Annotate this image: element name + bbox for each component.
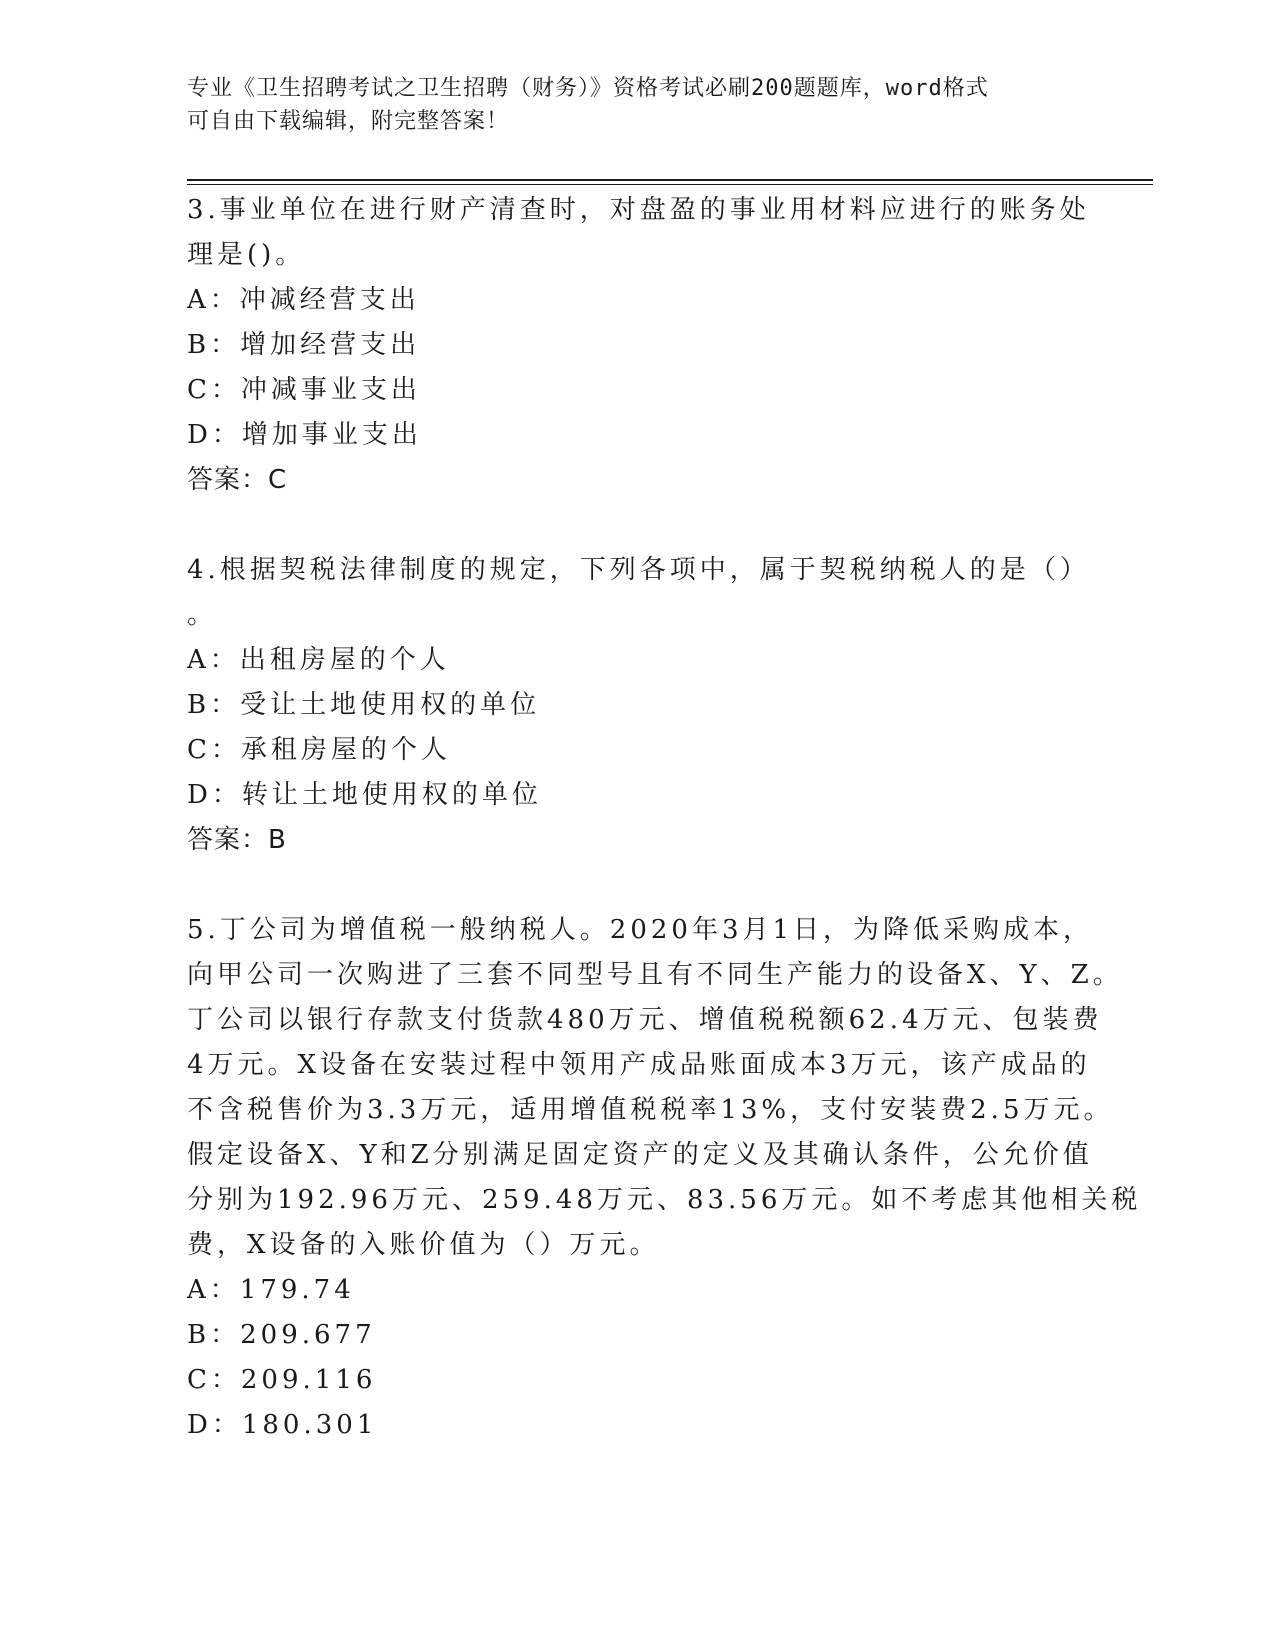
question-3-text-line-1: 3.事业单位在进行财产清查时，对盘盈的事业用材料应进行的账务处 [187,195,1090,225]
question-3 [187,188,1090,503]
question-3-answer: 答案：C [187,465,288,495]
question-5-text-line-3: 丁公司以银行存款支付货款480万元、增值税税额62.4万元、包装费 [187,1005,1103,1035]
question-3-option-b: B：增加经营支出 [187,330,421,360]
question-5-text-line-6: 假定设备X、Y和Z分别满足固定资产的定义及其确认条件，公允价值 [187,1140,1093,1170]
question-4-text-line-2: 。 [187,600,218,630]
question-5-option-c: C：209.116 [187,1365,377,1395]
question-4 [187,548,1090,863]
question-4-option-d: D：转让土地使用权的单位 [187,780,542,810]
question-3-option-d: D：增加事业支出 [187,420,422,450]
question-3-text-line-2: 理是()。 [187,240,306,270]
question-5-option-b: B：209.677 [187,1320,376,1350]
question-5-option-a: A：179.74 [187,1275,355,1305]
question-list [187,188,1142,1448]
question-5-option-d: D：180.301 [187,1410,378,1440]
header-divider-thin [187,184,1153,185]
question-5-text-line-4: 4万元。X设备在安装过程中领用产成品账面成本3万元，该产成品的 [187,1050,1091,1080]
question-3-option-c: C：冲减事业支出 [187,375,421,405]
question-5 [187,908,1142,1448]
header-line-2: 可自由下载编辑，附完整答案！ [187,109,510,134]
question-4-option-c: C：承租房屋的个人 [187,735,451,765]
question-3-option-a: A：冲减经营支出 [187,285,420,315]
question-4-option-b: B：受让土地使用权的单位 [187,690,541,720]
question-4-option-a: A：出租房屋的个人 [187,645,450,675]
header-divider-thick [187,179,1153,181]
question-5-text-line-1: 5.丁公司为增值税一般纳税人。2020年3月1日，为降低采购成本， [187,915,1094,945]
question-spacer [187,503,1087,548]
document-header [187,72,1067,138]
question-spacer [187,863,1087,908]
question-5-text-line-8: 费，X设备的入账价值为（）万元。 [187,1230,660,1260]
question-5-text-line-2: 向甲公司一次购进了三套不同型号且有不同生产能力的设备X、Y、Z。 [187,960,1123,990]
question-5-text-line-5: 不含税售价为3.3万元，适用增值税税率13%，支付安装费2.5万元。 [187,1095,1114,1125]
question-4-text-line-1: 4.根据契税法律制度的规定，下列各项中，属于契税纳税人的是（） [187,555,1090,585]
question-4-answer: 答案：B [187,825,287,855]
header-line-1: 专业《卫生招聘考试之卫生招聘（财务）》资格考试必刷200题题库，word格式 [187,76,989,101]
question-5-text-line-7: 分别为192.96万元、259.48万元、83.56万元。如不考虑其他相关税 [187,1185,1142,1215]
